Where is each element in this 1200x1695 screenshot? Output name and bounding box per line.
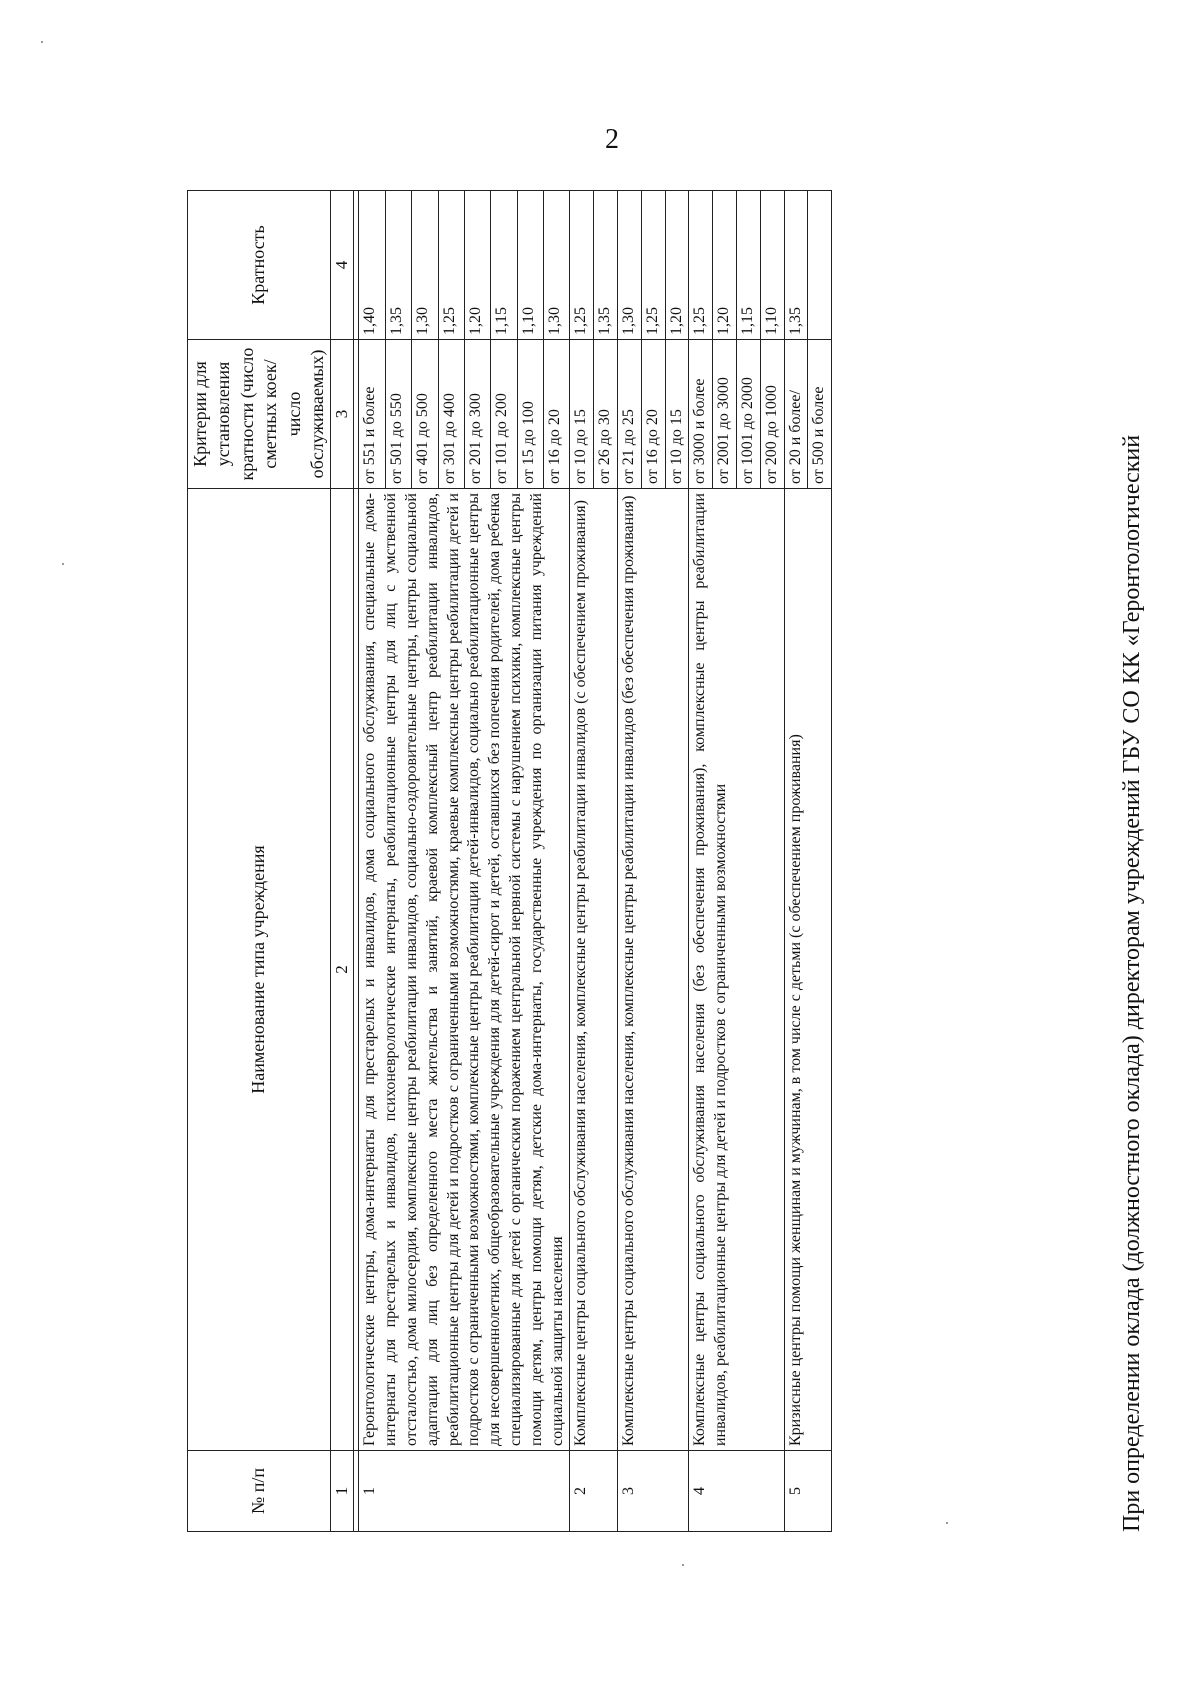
- scan-speck: [62, 563, 64, 565]
- header-name: Наименование типа учреждения: [188, 489, 331, 1451]
- rotated-content: [187, 190, 1145, 1532]
- criteria-cell: от 200 до 1000: [760, 340, 784, 489]
- institution-type-name: Кризисные центры помощи женщинам и мужчинам, в том числе с детьми (с обеспечением проживания): [784, 489, 832, 1451]
- table-header-row: [188, 191, 331, 1532]
- criteria-cell: от 3000 и более: [689, 340, 713, 489]
- multiplicity-table: [187, 190, 832, 1532]
- table-row: [784, 191, 808, 1532]
- criteria-cell: от 10 до 15: [570, 340, 594, 489]
- criteria-cell: от 501 до 550: [385, 340, 411, 489]
- multiplicity-cell: 1,30: [543, 191, 569, 340]
- institution-type-name: Комплексные центры социального обслуживания населения, комплексные центры реабилитации инвалидов (с обеспечением проживания): [570, 489, 618, 1451]
- table-row: [618, 191, 642, 1532]
- criteria-cell: от 26 до 30: [594, 340, 618, 489]
- criteria-cell: от 16 до 20: [543, 340, 569, 489]
- institution-type-name: Комплексные центры социального обслуживания населения, комплексные центры реабилитации инвалидов (без обеспечения проживания): [618, 489, 689, 1451]
- footer-text: При определении оклада (должностного оклада) директорам учреждений ГБУ СО КК «Геронтологический: [1119, 434, 1145, 1532]
- criteria-cell: от 201 до 300: [464, 340, 490, 489]
- multiplicity-cell: 1,20: [665, 191, 689, 340]
- multiplicity-cell: 1,15: [736, 191, 760, 340]
- criteria-cell: от 2001 до 3000: [713, 340, 737, 489]
- multiplicity-cell: [808, 191, 832, 340]
- multiplicity-cell: 1,30: [412, 191, 438, 340]
- header-multiplicity: Кратность: [188, 191, 331, 340]
- criteria-cell: от 16 до 20: [641, 340, 665, 489]
- institution-type-name: Комплексные центры социального обслуживания населения (без обеспечения проживания), комплексные центры реабилитации инвалидов, реабилитационные центры для детей и подростков с ограниченными возможностями: [689, 489, 784, 1451]
- criteria-cell: от 301 до 400: [438, 340, 464, 489]
- multiplicity-cell: 1,25: [641, 191, 665, 340]
- column-number: 2: [331, 489, 354, 1451]
- column-number: 3: [331, 340, 354, 489]
- column-number: 4: [331, 191, 354, 340]
- row-number: 1: [359, 1451, 570, 1532]
- institution-type-name: Геронтологические центры, дома-интернаты для престарелых и инвалидов, дома социального обслуживания, специальные дома-интернаты для престарелых и инвалидов, психоневрологические интернаты, реабилитационные центры для лиц с умственной отсталостью, дома милосердия, комплексные центры реабилитации инвалидов, социально-оздоровительные центры, центры социальной адаптации для лиц без определенного места жительства и занятий, краевой комплексный центр реабилитации инвалидов, реабилитационные центры для детей и подростков с ограниченными возможностями, краевые комплексные центры реабилитации детей и подростков с ограниченными возможностями, комплексные центры реабилитации детей-инвалидов, социально реабилитационные центры для несовершеннолетних, общеобразовательные учреждения для детей-сирот и детей, оставшихся без попечения родителей, дома ребенка специализированные для детей с органическим поражением центральной нервной системы с нарушением психики, комплексные центры помощи детям, центры помощи детям, детские дома-интернаты, государственные учреждения по организации питания учреждений социальной защиты населения: [359, 489, 570, 1451]
- column-number: 1: [331, 1451, 354, 1532]
- criteria-cell: от 101 до 200: [491, 340, 517, 489]
- scan-speck: [682, 1564, 684, 1566]
- criteria-cell: от 551 и более: [359, 340, 385, 489]
- multiplicity-cell: 1,25: [438, 191, 464, 340]
- criteria-cell: от 10 до 15: [665, 340, 689, 489]
- multiplicity-cell: 1,10: [517, 191, 543, 340]
- row-number: 3: [618, 1451, 689, 1532]
- row-number: 4: [689, 1451, 784, 1532]
- criteria-cell: от 15 до 100: [517, 340, 543, 489]
- table-row: [689, 191, 713, 1532]
- table-row: [359, 191, 385, 1532]
- criteria-cell: от 20 и более/: [784, 340, 808, 489]
- criteria-cell: от 1001 до 2000: [736, 340, 760, 489]
- column-number-row: [331, 191, 354, 1532]
- multiplicity-cell: 1,40: [359, 191, 385, 340]
- multiplicity-cell: 1,10: [760, 191, 784, 340]
- scan-speck: [41, 41, 43, 43]
- criteria-cell: от 401 до 500: [412, 340, 438, 489]
- multiplicity-cell: 1,20: [713, 191, 737, 340]
- criteria-cell: от 500 и более: [808, 340, 832, 489]
- criteria-cell: от 21 до 25: [618, 340, 642, 489]
- row-number: 5: [784, 1451, 832, 1532]
- scan-speck: [946, 1522, 948, 1524]
- multiplicity-cell: 1,30: [618, 191, 642, 340]
- page-number: 2: [605, 124, 619, 155]
- header-criteria: Критерии для установления кратности (число сметных коек/число обслуживаемых): [188, 340, 331, 489]
- multiplicity-cell: 1,35: [385, 191, 411, 340]
- multiplicity-cell: 1,15: [491, 191, 517, 340]
- multiplicity-cell: 1,25: [570, 191, 594, 340]
- multiplicity-cell: 1,35: [594, 191, 618, 340]
- row-number: 2: [570, 1451, 618, 1532]
- multiplicity-cell: 1,20: [464, 191, 490, 340]
- table-row: [570, 191, 594, 1532]
- multiplicity-cell: 1,25: [689, 191, 713, 340]
- multiplicity-cell: 1,35: [784, 191, 808, 340]
- header-no: № п/п: [188, 1451, 331, 1532]
